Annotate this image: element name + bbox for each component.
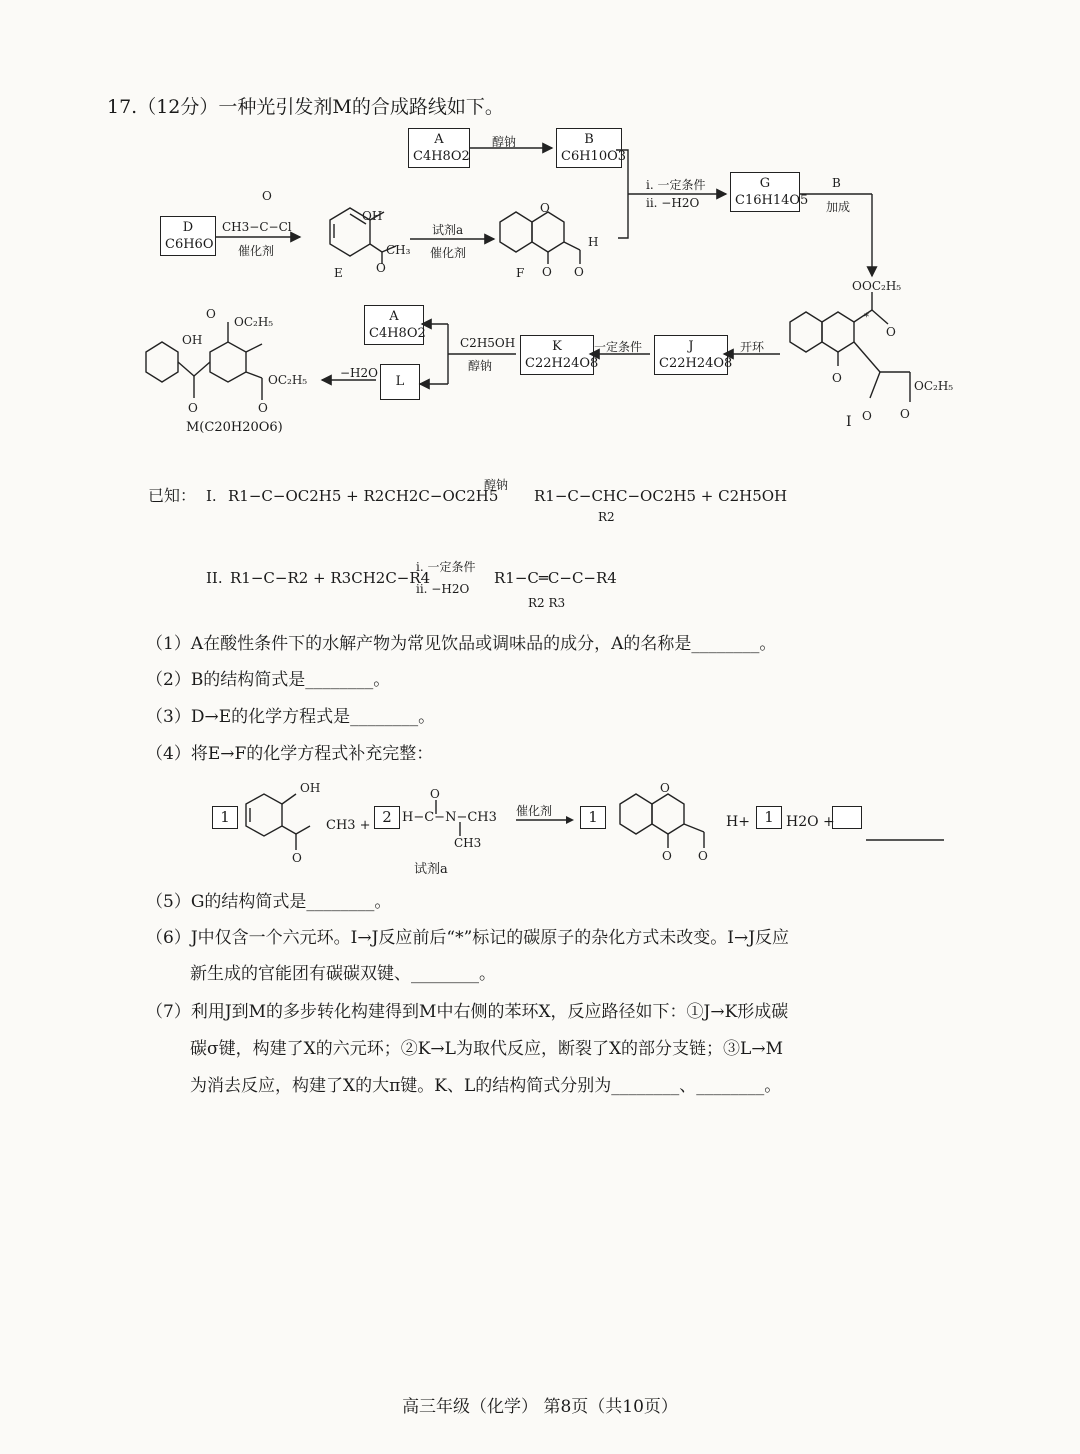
svg-text:OC₂H₅: OC₂H₅ [914,379,954,393]
known-r2-left: R1−C−R2 + R3CH2C−R4 [230,569,431,587]
compound-K-formula: C22H24O8 [525,356,599,371]
svg-text:O: O [662,849,672,863]
reagent-DE: CH3−C−Cl [222,220,292,234]
known-r1-left: R1−C−OC2H5 + R2CH2C−OC2H5 [228,487,499,505]
svg-text:O: O [886,325,896,339]
arrow-GI-top: B [832,176,841,190]
subquestion-7-line1: （7）利用J到M的多步转化构建得到M中右侧的苯环X，反应路径如下：①J→K形成碳 [146,1002,789,1022]
coef-3: 1 [588,808,598,826]
subquestion-7-line3: 为消去反应，构建了X的大π键。K、L的结构简式分别为________、________。 [190,1076,782,1096]
compound-J-label: J [688,339,694,354]
compound-A-formula: C4H8O2 [413,149,470,164]
arrow-LM-label: −H2O [340,366,378,380]
subquestion-2: （2）B的结构简式是________。 [146,670,391,690]
svg-text:OH: OH [362,209,383,223]
compound-A2-label: A [389,309,399,324]
svg-text:OC₂H₅: OC₂H₅ [268,373,308,387]
svg-text:O: O [188,401,198,415]
svg-text:O: O [862,409,872,423]
known-r1-num: I. [206,487,217,505]
svg-text:O: O [292,851,302,865]
eq4-h: H+ [726,814,750,830]
compound-J-formula: C22H24O8 [659,356,733,371]
compound-M-label: M(C20H20O6) [186,420,283,435]
svg-text:OH: OH [300,781,321,795]
svg-text:O: O [376,261,386,275]
compound-G-formula: C16H14O5 [735,193,809,208]
svg-text:O: O [574,265,584,279]
svg-text:H: H [588,235,599,249]
coef-1: 1 [220,808,230,826]
svg-text:O: O [206,307,216,321]
eq4-water: H2O + [786,814,835,830]
eq4-reagent-name: 试剂a [414,862,448,877]
svg-text:*: * [864,312,869,323]
svg-text:OC₂H₅: OC₂H₅ [862,279,902,293]
arrow-KL-bottom: 醇钠 [468,359,493,373]
eq4-reagent-sub: CH3 [454,836,482,850]
svg-text:O: O [698,849,708,863]
arrow-AB-label: 醇钠 [492,135,517,149]
coef-4: 1 [764,808,774,826]
compound-K-label: K [552,339,562,354]
arrow-JK-label: 一定条件 [594,340,643,354]
compound-E-label: E [334,266,343,280]
compound-B-label: B [584,132,594,147]
arrow-FG-cond2: ii. −H2O [646,196,700,210]
known-r1-sub: R2 [598,510,615,524]
subquestion-3: （3）D→E的化学方程式是________。 [146,707,436,727]
compound-I-label: I [846,414,852,430]
eq4-ch3: CH3 + [326,818,371,833]
svg-text:O: O [852,279,862,293]
compound-A-label: A [434,132,444,147]
catalyst-EF: 催化剂 [430,246,467,260]
svg-text:OH: OH [182,333,203,347]
known-r2-cond2: ii. −H2O [416,582,470,596]
arrow-KL-top: C2H5OH [460,336,516,350]
eq4-reagent: H−C−N−CH3 [402,810,497,825]
compound-F-label: F [516,266,525,280]
known-r2-num: II. [206,569,223,587]
svg-text:CH₃: CH₃ [386,243,411,257]
compound-L-label: L [395,374,405,389]
known-r1-cond: 醇钠 [484,478,509,492]
catalyst-DE: 催化剂 [238,244,275,258]
arrow-IJ-label: 开环 [740,340,765,354]
svg-text:O: O [258,401,268,415]
reagent-EF: 试剂a [432,223,464,237]
known-r2-sub: R2 R3 [528,596,566,610]
subquestion-6-line1: （6）J中仅含一个六元环。I→J反应前后“*”标记的碳原子的杂化方式未改变。I→J反应 [146,928,790,948]
svg-text:O: O [262,189,272,203]
subquestion-1: （1）A在酸性条件下的水解产物为常见饮品或调味品的成分，A的名称是________。 [146,634,777,654]
synthesis-scheme-drawing [0,0,1080,460]
eq4-structures [0,770,1080,880]
compound-G-label: G [759,176,771,191]
svg-text:O: O [542,265,552,279]
known-r1-right: R1−C−CHC−OC2H5 + C2H5OH [534,487,788,505]
coef-2: 2 [382,808,392,826]
arrow-FG-cond1: i. 一定条件 [646,178,706,192]
compound-D-label: D [182,220,194,235]
subquestion-4: （4）将E→F的化学方程式补充完整： [146,744,434,764]
subquestion-7-line2: 碳σ键，构建了X的六元环；②K→L为取代反应，断裂了X的部分支链；③L→M [190,1039,783,1059]
page-footer: 高三年级（化学） 第8页（共10页） [402,1397,678,1417]
subquestion-6-line2: 新生成的官能团有碳碳双键、________。 [190,964,496,984]
question-title: 17.（12分）一种光引发剂M的合成路线如下。 [107,96,504,118]
compound-D-formula: C6H6O [165,237,214,252]
svg-text:O: O [832,371,842,385]
known-r2-cond1: i. 一定条件 [416,560,476,574]
known-heading: 已知： [148,486,197,505]
compound-A2-formula: C4H8O2 [369,326,426,341]
eq4-catalyst: 催化剂 [516,804,553,818]
subquestion-5: （5）G的结构简式是________。 [146,892,392,912]
arrow-GI-bottom: 加成 [826,200,851,214]
compound-B-formula: C6H10O3 [561,149,627,164]
known-r2-right: R1−C═C−C−R4 [494,569,617,587]
svg-text:O: O [430,787,440,801]
svg-text:O: O [660,781,670,795]
svg-text:O: O [900,407,910,421]
svg-text:OC₂H₅: OC₂H₅ [234,315,274,329]
svg-text:O: O [540,201,550,215]
